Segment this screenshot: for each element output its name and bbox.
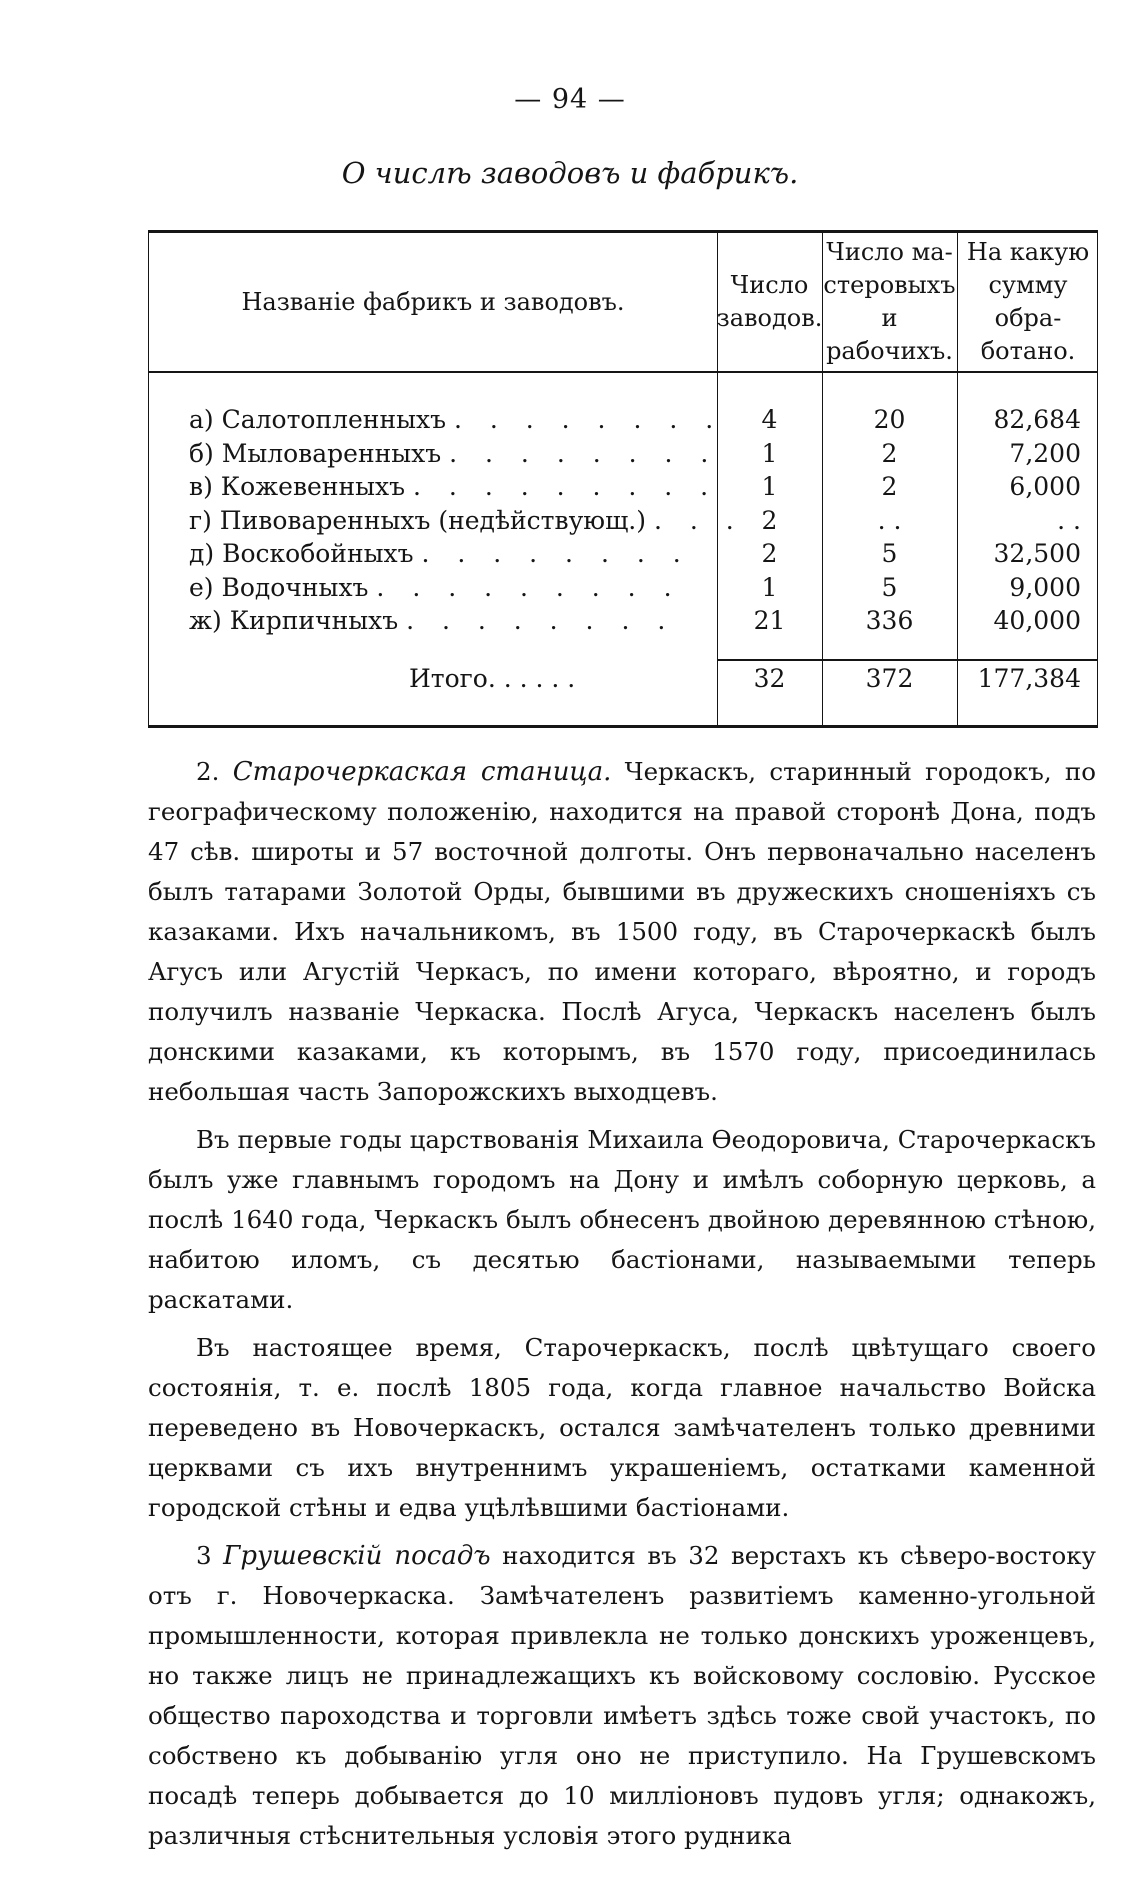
row-workers: 20 — [873, 405, 906, 434]
table-row — [149, 571, 1097, 605]
row-sum: 6,000 — [1009, 472, 1081, 501]
table-row — [149, 403, 1097, 437]
page-number: — 94 — — [514, 84, 626, 115]
table-row — [149, 537, 1097, 571]
paragraph-grushevsky — [148, 1536, 1096, 1856]
row-label: ж) Кирпичныхъ — [189, 606, 399, 635]
leader-dots: . . . . . . . . . — [413, 472, 719, 501]
table-row — [149, 437, 1097, 471]
leader-dots: . . . . . . . . . — [376, 572, 682, 602]
total-label — [409, 661, 703, 697]
leader-dots: . . . . . . . . — [421, 539, 691, 568]
row-sum: . . — [1057, 505, 1081, 535]
table-row — [149, 604, 1097, 638]
row-label: б) Мыловаренныхъ — [189, 438, 442, 468]
leader-dots: . . . — [653, 505, 744, 535]
total-workers: 372 — [865, 664, 914, 693]
total-text: Итого — [409, 664, 488, 693]
header-workers: Число ма- стеровыхъ и рабочихъ. — [823, 238, 956, 365]
header-sum: На какую сумму обра- ботано. — [966, 238, 1090, 365]
table-row — [149, 470, 1097, 504]
row-label: д) Воскобойныхъ — [189, 539, 414, 568]
total-sum: 177,384 — [977, 664, 1081, 693]
table-body — [149, 403, 1097, 638]
row-workers: . . — [877, 505, 902, 535]
header-count: Число заводов. — [716, 271, 823, 332]
body-text — [148, 752, 1096, 1864]
table-row — [149, 504, 1097, 538]
row-count: 1 — [761, 438, 778, 468]
section-number: 2. — [196, 757, 233, 786]
leader-dots: . . . . . . . . — [449, 438, 719, 468]
row-count: 2 — [761, 505, 778, 535]
row-count: 1 — [761, 572, 778, 602]
header-name: Названіе фабрикъ и заводовъ. — [241, 287, 625, 316]
row-name — [189, 504, 744, 538]
paragraph-text: Черкаскъ, старинный городокъ, по географическому положенію, находится на правой сторонѣ Дона, подъ 47 сѣв. широты и 57 восточной долготы. Онъ первоначально населенъ былъ татарами Золотой Орды, бывшими въ дружескихъ сношеніяхъ съ казаками. Ихъ начальникомъ, въ 1500 году, въ Старочеркаскѣ былъ Агусъ или Агустій Черкасъ, по имени котораго, вѣроятно, и городъ получилъ названіе Черкаска. Послѣ Агуса, Черкаскъ населенъ былъ донскими казаками, къ которымъ, въ 1570 году, присоединилась небольшая часть Запорожскихъ выходцевъ. — [148, 757, 1097, 1106]
section-title: Старочеркаская станица. — [232, 757, 612, 787]
row-sum: 7,200 — [1009, 438, 1081, 468]
row-sum: 9,000 — [1009, 572, 1081, 602]
total-count: 32 — [753, 664, 786, 693]
row-workers: 5 — [881, 539, 898, 568]
row-count: 2 — [761, 539, 778, 568]
row-name — [189, 604, 703, 638]
total-row — [149, 661, 1097, 697]
leader-dots: . . . . . . . . — [453, 405, 724, 434]
row-sum: 82,684 — [993, 405, 1081, 434]
paragraph-text: находится въ 32 верстахъ къ сѣверо-востоку отъ г. Новочеркаска. Замѣчателенъ развитіемъ каменно-угольной промышленности, которая привлекла не только донскихъ уроженцевъ, но также лицъ не принадлежащихъ къ войсковому сословію. Русское общество пароходства и торговли имѣетъ здѣсь тоже свой участокъ, по собствено къ добыванію угля оно не приступило. На Грушевскомъ посадѣ теперь добывается до 10 милліоновъ пудовъ угля; однакожъ, различныя стѣснительныя условія этого рудника — [148, 1541, 1096, 1850]
row-label: е) Водочныхъ — [189, 572, 369, 602]
section-title: Грушевскій посадъ — [223, 1541, 491, 1571]
row-name — [189, 571, 703, 605]
factories-table — [148, 230, 1098, 728]
row-workers: 336 — [865, 606, 914, 635]
row-label: в) Кожевенныхъ — [189, 472, 406, 501]
row-name — [189, 470, 719, 504]
row-count: 1 — [761, 472, 778, 501]
leader-dots: . . . . . . — [487, 664, 576, 693]
paragraph-starocherkask — [148, 752, 1096, 1112]
row-count: 4 — [761, 405, 778, 434]
header-rule — [149, 371, 1097, 373]
row-workers: 2 — [881, 438, 898, 468]
row-workers: 5 — [881, 572, 898, 602]
row-label: а) Салотопленныхъ — [189, 405, 447, 434]
row-workers: 2 — [881, 472, 898, 501]
row-label: г) Пивоваренныхъ (недѣйствующ.) — [189, 505, 647, 535]
paragraph-present: Въ настоящее время, Старочеркаскъ, послѣ цвѣтущаго своего состоянія, т. е. послѣ 1805 года, когда главное начальство Войска переведено въ Новочеркаскъ, остался замѣчателенъ только древними церквами съ ихъ внутреннимъ украшеніемъ, остатками каменной городской стѣны и едва уцѣлѣвшими бастіонами. — [148, 1333, 1096, 1522]
row-name — [189, 537, 703, 571]
row-sum: 32,500 — [993, 539, 1081, 568]
row-sum: 40,000 — [993, 606, 1081, 635]
leader-dots: . . . . . . . . — [406, 606, 676, 635]
table-title: О числѣ заводовъ и фабрикъ. — [341, 156, 799, 190]
row-count: 21 — [753, 606, 786, 635]
paragraph-history: Въ первые годы царствованія Михаила Өеодоровича, Старочеркаскъ былъ уже главнымъ городомъ на Дону и имѣлъ соборную церковь, а послѣ 1640 года, Черкаскъ былъ обнесенъ двойною деревянною стѣною, набитою иломъ, съ десятью бастіонами, называемыми теперь раскатами. — [148, 1125, 1096, 1314]
section-number: 3 — [196, 1541, 224, 1570]
row-name — [189, 403, 724, 437]
row-name — [189, 437, 719, 471]
